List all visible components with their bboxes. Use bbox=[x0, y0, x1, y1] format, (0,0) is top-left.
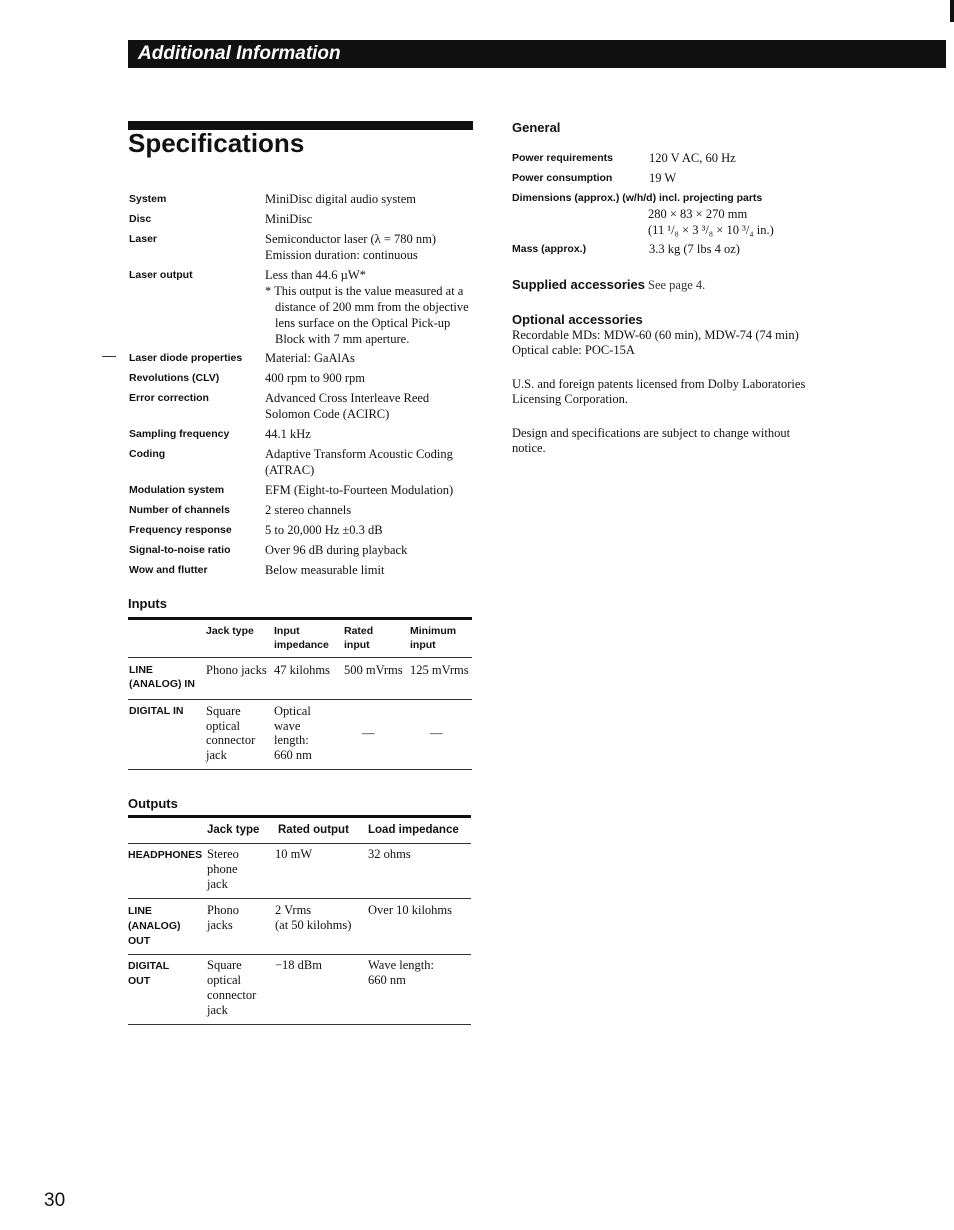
spec-value: 44.1 kHz bbox=[265, 427, 311, 441]
spec-label: Number of channels bbox=[129, 504, 230, 516]
page-title: Specifications bbox=[128, 128, 305, 158]
inputs-header-rule bbox=[128, 657, 472, 658]
inputs-row-name: LINE bbox=[129, 664, 153, 676]
spec-label: Laser output bbox=[129, 269, 193, 281]
inputs-col-header: Jack type bbox=[206, 625, 254, 637]
outputs-row-name: HEADPHONES bbox=[128, 849, 203, 861]
spec-value: MiniDisc bbox=[265, 212, 313, 226]
outputs-heading: Outputs bbox=[128, 796, 178, 811]
spec-value: Semiconductor laser (λ = 780 nm) bbox=[265, 232, 437, 246]
general-value: 120 V AC, 60 Hz bbox=[649, 151, 736, 165]
spec-note: * This output is the value measured at a bbox=[265, 284, 464, 298]
inputs-top-rule bbox=[128, 617, 472, 620]
inputs-col-header: Rated bbox=[344, 625, 374, 637]
outputs-jack-type: Phono bbox=[207, 903, 239, 917]
spec-label: Sampling frequency bbox=[129, 428, 230, 440]
inputs-col-header: impedance bbox=[274, 639, 329, 651]
spec-value: Less than 44.6 µW* bbox=[265, 268, 366, 282]
spec-value: 400 rpm to 900 rpm bbox=[265, 371, 365, 385]
spec-label: System bbox=[129, 193, 167, 205]
inputs-jack-type: Phono jacks bbox=[206, 663, 267, 677]
spec-label: Laser bbox=[129, 233, 158, 245]
outputs-rated: 2 Vrms bbox=[275, 903, 312, 917]
inputs-rated: — bbox=[362, 726, 375, 740]
section-header-bar bbox=[128, 40, 946, 68]
patent-text bbox=[512, 377, 805, 407]
spec-label: Disc bbox=[129, 213, 152, 225]
inputs-row-rule bbox=[128, 699, 472, 700]
spec-value: Solomon Code (ACIRC) bbox=[265, 407, 390, 421]
inputs-impedance: 47 kilohms bbox=[274, 663, 330, 677]
inputs-heading: Inputs bbox=[128, 596, 167, 611]
general-label: Power consumption bbox=[512, 172, 613, 184]
design-line: Design and specifications are subject to change without bbox=[512, 426, 791, 440]
outputs-load: 32 ohms bbox=[368, 847, 411, 861]
edge-mark bbox=[950, 0, 954, 22]
design-line: notice. bbox=[512, 441, 546, 455]
spec-value: Over 96 dB during playback bbox=[265, 543, 408, 557]
outputs-load: Wave length: bbox=[368, 958, 434, 972]
inputs-minimum: — bbox=[430, 726, 443, 740]
inputs-rated: 500 mVrms bbox=[344, 663, 403, 677]
general-value: (11 ¹/₈ × 3 ³/₈ × 10 ³/₄ in.) bbox=[648, 223, 774, 237]
outputs-jack-type: jack bbox=[207, 877, 228, 891]
optional-text bbox=[512, 328, 799, 358]
outputs-jack-type: Stereo bbox=[207, 847, 239, 861]
spec-label: Wow and flutter bbox=[129, 564, 208, 576]
outputs-jack-type: connector bbox=[207, 988, 257, 1002]
spec-value: Emission duration: continuous bbox=[265, 248, 418, 262]
outputs-row-rule bbox=[128, 898, 471, 899]
general-value: 19 W bbox=[649, 171, 677, 185]
inputs-row-name: DIGITAL IN bbox=[129, 705, 184, 717]
spec-value: Advanced Cross Interleave Reed bbox=[265, 391, 430, 405]
spec-value: Adaptive Transform Acoustic Coding bbox=[265, 447, 453, 461]
outputs-jack-type: jacks bbox=[207, 918, 233, 932]
inputs-col-header: Minimum bbox=[410, 625, 457, 637]
general-label: Mass (approx.) bbox=[512, 243, 587, 255]
outputs-rated: (at 50 kilohms) bbox=[275, 918, 352, 932]
inputs-jack-type: jack bbox=[206, 747, 227, 762]
inputs-col-header: input bbox=[410, 639, 436, 651]
inputs-minimum: 125 mVrms bbox=[410, 663, 469, 677]
supplied-text: See page 4. bbox=[648, 278, 706, 292]
outputs-load: Over 10 kilohms bbox=[368, 903, 453, 917]
inputs-impedance: 660 nm bbox=[274, 747, 312, 762]
spec-value: 5 to 20,000 Hz ±0.3 dB bbox=[265, 523, 383, 537]
optional-line: Recordable MDs: MDW-60 (60 min), MDW-74 (74 min) bbox=[512, 328, 799, 342]
general-value: 280 × 83 × 270 mm bbox=[648, 207, 748, 221]
spec-label: Frequency response bbox=[129, 524, 232, 536]
inputs-jack-type: connector bbox=[206, 733, 256, 747]
inputs-impedance: wave bbox=[274, 718, 301, 733]
outputs-col-header: Jack type bbox=[207, 824, 260, 836]
patent-line: U.S. and foreign patents licensed from Dolby Laboratories bbox=[512, 377, 806, 391]
general-label: Power requirements bbox=[512, 152, 613, 164]
outputs-row-name: OUT bbox=[128, 975, 151, 987]
outputs-rated: 10 mW bbox=[275, 847, 313, 861]
inputs-row-name: (ANALOG) IN bbox=[129, 678, 195, 690]
section-title: Additional Information bbox=[138, 43, 341, 64]
spec-value: Below measurable limit bbox=[265, 563, 385, 577]
outputs-col-header: Rated output bbox=[278, 824, 349, 836]
design-text bbox=[512, 426, 790, 456]
inputs-col-header: input bbox=[344, 639, 370, 651]
outputs-header-rule bbox=[128, 843, 471, 844]
optional-heading: Optional accessories bbox=[512, 312, 643, 327]
outputs-row-name: LINE bbox=[128, 905, 152, 917]
spec-value: Material: GaAlAs bbox=[265, 351, 355, 365]
general-value: 3.3 kg (7 lbs 4 oz) bbox=[649, 242, 740, 256]
patent-line: Licensing Corporation. bbox=[512, 392, 628, 406]
inputs-col-header: Input bbox=[274, 625, 300, 637]
outputs-rated: −18 dBm bbox=[275, 958, 322, 972]
inputs-impedance: length: bbox=[274, 733, 309, 747]
spec-label: Error correction bbox=[129, 392, 209, 404]
spec-label: Modulation system bbox=[129, 484, 225, 496]
outputs-row-name: (ANALOG) bbox=[128, 920, 181, 932]
outputs-row-rule bbox=[128, 954, 471, 955]
outputs-jack-type: phone bbox=[207, 862, 238, 876]
spec-note: Block with 7 mm aperture. bbox=[275, 332, 410, 346]
outputs-row-name: OUT bbox=[128, 935, 151, 947]
supplied-heading: Supplied accessories bbox=[512, 277, 645, 292]
spec-label: Coding bbox=[129, 448, 166, 460]
outputs-jack-type: Square bbox=[207, 958, 242, 972]
optional-line: Optical cable: POC-15A bbox=[512, 343, 635, 357]
page-number: 30 bbox=[44, 1190, 66, 1211]
outputs-jack-type: optical bbox=[207, 973, 242, 987]
inputs-impedance: Optical bbox=[274, 704, 311, 718]
spec-note: distance of 200 mm from the objective bbox=[275, 300, 469, 314]
outputs-col-header: Load impedance bbox=[368, 824, 459, 836]
spec-label: Revolutions (CLV) bbox=[129, 372, 220, 384]
spec-value: 2 stereo channels bbox=[265, 503, 352, 517]
outputs-jack-type: jack bbox=[207, 1003, 228, 1017]
outputs-bottom-rule bbox=[128, 1024, 471, 1025]
spec-value: MiniDisc digital audio system bbox=[265, 192, 417, 206]
inputs-bottom-rule bbox=[128, 769, 472, 770]
inputs-jack-type: Square bbox=[206, 704, 241, 718]
inputs-jack-type: optical bbox=[206, 718, 241, 733]
outputs-row-name: DIGITAL bbox=[128, 960, 170, 972]
general-label: Dimensions (approx.) (w/h/d) incl. projecting parts bbox=[512, 192, 763, 204]
outputs-top-rule bbox=[128, 815, 471, 818]
outputs-load: 660 nm bbox=[368, 973, 406, 987]
general-heading: General bbox=[512, 120, 561, 135]
spec-value: EFM (Eight-to-Fourteen Modulation) bbox=[265, 483, 454, 497]
spec-value: (ATRAC) bbox=[265, 463, 315, 477]
spec-label: Signal-to-noise ratio bbox=[129, 544, 231, 556]
margin-mark bbox=[102, 356, 116, 357]
spec-label: Laser diode properties bbox=[129, 352, 243, 364]
spec-note: lens surface on the Optical Pick-up bbox=[275, 316, 451, 330]
